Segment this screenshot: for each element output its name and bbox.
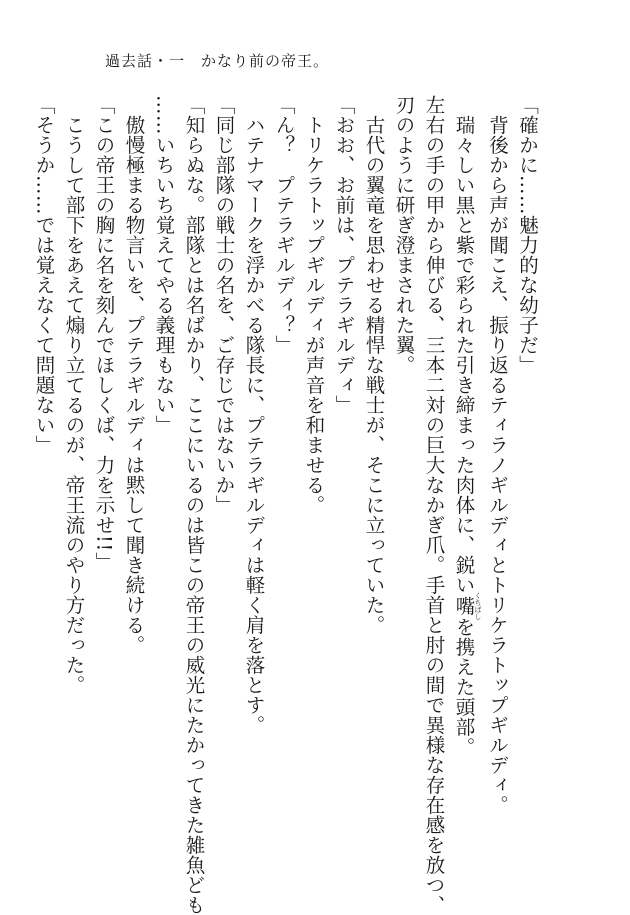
- text-line-17: 「そうか……では覚えなくて問題ない」: [32, 95, 56, 455]
- text-line-16: こうして部下をあえて煽り立てるのが、帝王流のやり方だった。: [62, 95, 86, 695]
- text-line-5: 刃のように研ぎ澄まされた翼。: [392, 95, 416, 375]
- running-head: 過去話・一 かなり前の帝王。: [105, 52, 330, 70]
- text-line-4: 左右の手の甲から伸びる、三本二対の巨大なかぎ爪。手首と肘の間で異様な存在感を放つ、: [422, 95, 446, 915]
- text-line-8: トリケラトップギルディが声音を和ませる。: [302, 95, 326, 515]
- text-line-3-tail: を携えた頭部。: [452, 617, 476, 757]
- text-line-11: 「同じ部隊の戦士の名を、ご存じではないか」: [212, 95, 236, 515]
- text-line-15: 「この帝王の胸に名を刻んでほしくば、力を示せ!!」: [92, 95, 116, 572]
- text-line-9: 「ん？ プテラギルディ？」: [272, 95, 296, 355]
- ruby-reading: くちばし: [474, 592, 482, 620]
- text-line-13: ……いちいち覚えてやる義理もない」: [152, 95, 176, 435]
- ruby-kuchibashi: [452, 592, 482, 620]
- text-line-1: 「確かに……魅力的な幼子だ」: [516, 95, 539, 375]
- text-line-10: ハテナマークを浮かべる隊長に、プテラギルディは軽く肩を落とす。: [242, 95, 266, 735]
- text-line-12: 「知らぬな。部隊とは名ばかり、ここにいるのは皆この帝王の威光にたかってきた雑魚ども: [182, 95, 206, 915]
- body-text: [32, 95, 542, 915]
- text-line-7: 「おお、お前は、プテラギルディ」: [332, 95, 356, 415]
- text-line-6: 古代の翼竜を思わせる精悍な戦士が、そこに立っていた。: [362, 95, 386, 635]
- text-line-3-main: 瑞々しい黒と紫で彩られた引き締まった肉体に、鋭い: [452, 95, 476, 595]
- text-line-14: 傲慢極まる物言いを、プテラギルディは黙して聞き続ける。: [122, 95, 146, 655]
- text-line-2: 背後から声が聞こえ、振り返るティラノギルディとトリケラトップギルディ。: [486, 95, 509, 815]
- ruby-base: 嘴: [452, 592, 476, 620]
- text-line-3: [449, 95, 483, 885]
